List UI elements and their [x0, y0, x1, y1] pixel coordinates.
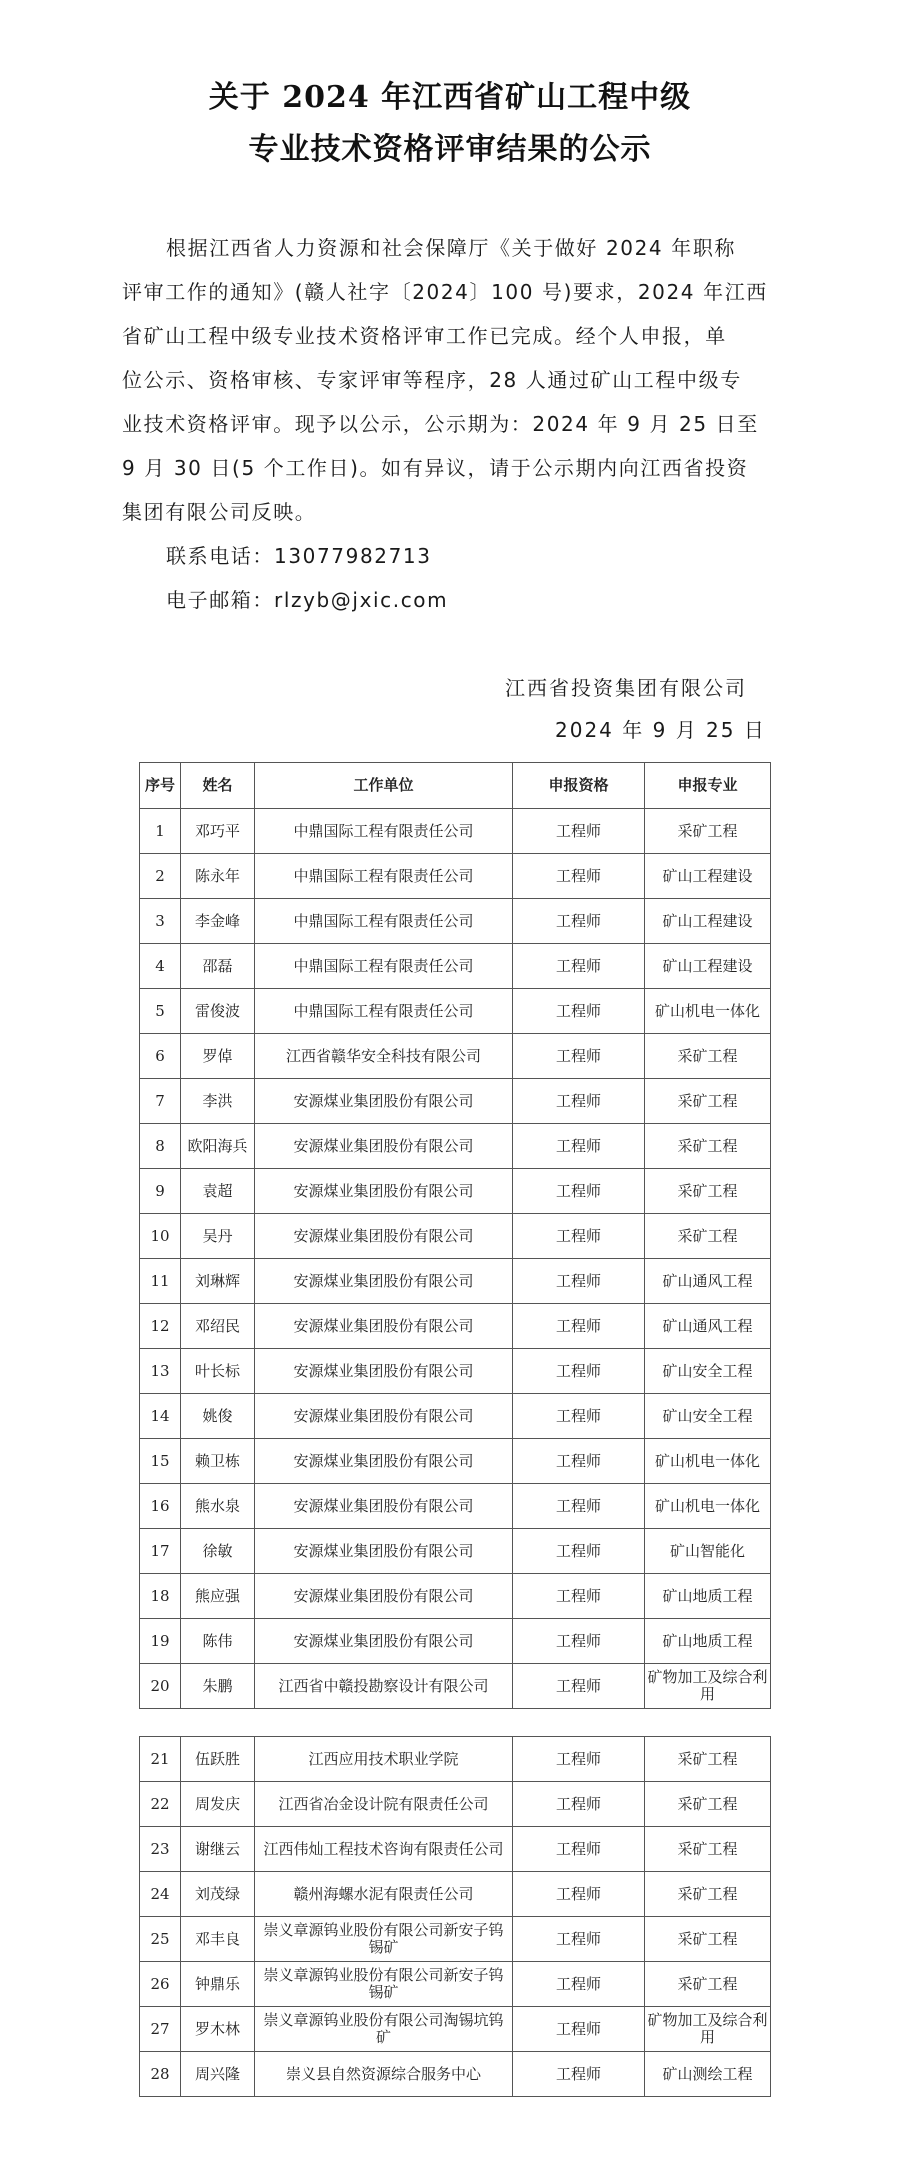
- cell-name: 周兴隆: [181, 2052, 255, 2097]
- cell-specialty: 采矿工程: [645, 1872, 771, 1917]
- table-row: [140, 1394, 771, 1439]
- cell-serial: 19: [140, 1619, 181, 1664]
- email-address[interactable]: rlzyb@jxic.com: [274, 588, 449, 612]
- cell-name: 罗木林: [181, 2007, 255, 2052]
- table-row: [140, 1124, 771, 1169]
- cell-qualification: 工程师: [513, 1872, 645, 1917]
- cell-specialty: 矿山智能化: [645, 1529, 771, 1574]
- cell-qualification: 工程师: [513, 1619, 645, 1664]
- cell-qualification: 工程师: [513, 1304, 645, 1349]
- phone-line: [122, 534, 792, 578]
- cell-employer: 江西应用技术职业学院: [255, 1737, 513, 1782]
- signoff-date: 2024 年 9 月 25 日: [555, 718, 766, 742]
- cell-serial: 4: [140, 944, 181, 989]
- paragraph-line: 9 月 30 日(5 个工作日)。如有异议，请于公示期内向江西省投资: [122, 456, 749, 480]
- cell-employer: 安源煤业集团股份有限公司: [255, 1484, 513, 1529]
- cell-name: 罗倬: [181, 1034, 255, 1079]
- cell-serial: 25: [140, 1917, 181, 1962]
- cell-specialty: 矿山通风工程: [645, 1304, 771, 1349]
- cell-name: 伍跃胜: [181, 1737, 255, 1782]
- table-row: [140, 1619, 771, 1664]
- cell-specialty: 采矿工程: [645, 1034, 771, 1079]
- table-row: [140, 1827, 771, 1872]
- table-row: [140, 989, 771, 1034]
- cell-serial: 20: [140, 1664, 181, 1709]
- cell-employer: 江西省冶金设计院有限责任公司: [255, 1782, 513, 1827]
- cell-qualification: 工程师: [513, 989, 645, 1034]
- cell-serial: 28: [140, 2052, 181, 2097]
- table-row: [140, 1664, 771, 1709]
- cell-qualification: 工程师: [513, 1439, 645, 1484]
- table-row: [140, 854, 771, 899]
- cell-specialty: 采矿工程: [645, 809, 771, 854]
- cell-qualification: 工程师: [513, 1827, 645, 1872]
- table-row: [140, 1574, 771, 1619]
- cell-specialty: 矿山工程建设: [645, 944, 771, 989]
- cell-employer: 中鼎国际工程有限责任公司: [255, 854, 513, 899]
- table-row: [140, 2007, 771, 2052]
- cell-employer: 江西伟灿工程技术咨询有限责任公司: [255, 1827, 513, 1872]
- cell-name: 姚俊: [181, 1394, 255, 1439]
- cell-serial: 16: [140, 1484, 181, 1529]
- cell-employer: 安源煤业集团股份有限公司: [255, 1394, 513, 1439]
- cell-qualification: 工程师: [513, 1034, 645, 1079]
- table-row: [140, 809, 771, 854]
- cell-name: 陈永年: [181, 854, 255, 899]
- phone-number: 13077982713: [274, 544, 432, 568]
- cell-name: 刘茂绿: [181, 1872, 255, 1917]
- cell-employer: 安源煤业集团股份有限公司: [255, 1124, 513, 1169]
- announcement-paragraph: [122, 226, 792, 534]
- cell-serial: 14: [140, 1394, 181, 1439]
- cell-specialty: 矿山地质工程: [645, 1574, 771, 1619]
- cell-employer: 安源煤业集团股份有限公司: [255, 1304, 513, 1349]
- cell-specialty: 采矿工程: [645, 1737, 771, 1782]
- cell-serial: 6: [140, 1034, 181, 1079]
- cell-specialty: 矿山通风工程: [645, 1259, 771, 1304]
- cell-qualification: 工程师: [513, 2007, 645, 2052]
- table-row: [140, 1782, 771, 1827]
- cell-specialty: 采矿工程: [645, 1827, 771, 1872]
- phone-label: 联系电话：: [166, 544, 274, 568]
- cell-employer: 安源煤业集团股份有限公司: [255, 1529, 513, 1574]
- cell-serial: 22: [140, 1782, 181, 1827]
- cell-specialty: 采矿工程: [645, 1079, 771, 1124]
- cell-specialty: 采矿工程: [645, 1124, 771, 1169]
- cell-employer: 崇义章源钨业股份有限公司新安子钨锡矿: [255, 1917, 513, 1962]
- table-row: [140, 1529, 771, 1574]
- table-row: [140, 1872, 771, 1917]
- cell-employer: 中鼎国际工程有限责任公司: [255, 989, 513, 1034]
- signoff-organization: 江西省投资集团有限公司: [505, 676, 747, 700]
- cell-specialty: 矿山机电一体化: [645, 1484, 771, 1529]
- cell-specialty: 采矿工程: [645, 1214, 771, 1259]
- cell-qualification: 工程师: [513, 2052, 645, 2097]
- cell-name: 叶长标: [181, 1349, 255, 1394]
- table-row: [140, 2052, 771, 2097]
- cell-employer: 中鼎国际工程有限责任公司: [255, 809, 513, 854]
- table-row: [140, 1349, 771, 1394]
- cell-specialty: 采矿工程: [645, 1782, 771, 1827]
- header-serial: 序号: [140, 763, 181, 809]
- header-employer: 工作单位: [255, 763, 513, 809]
- table-row: [140, 1079, 771, 1124]
- cell-serial: 23: [140, 1827, 181, 1872]
- cell-name: 钟鼎乐: [181, 1962, 255, 2007]
- cell-specialty: 采矿工程: [645, 1962, 771, 2007]
- cell-employer: 安源煤业集团股份有限公司: [255, 1259, 513, 1304]
- cell-serial: 24: [140, 1872, 181, 1917]
- cell-name: 刘琳辉: [181, 1259, 255, 1304]
- cell-name: 袁超: [181, 1169, 255, 1214]
- cell-serial: 8: [140, 1124, 181, 1169]
- cell-specialty: 矿物加工及综合利用: [645, 2007, 771, 2052]
- cell-employer: 崇义章源钨业股份有限公司淘锡坑钨矿: [255, 2007, 513, 2052]
- cell-qualification: 工程师: [513, 1349, 645, 1394]
- email-line: [122, 578, 792, 622]
- cell-qualification: 工程师: [513, 1664, 645, 1709]
- cell-specialty: 矿物加工及综合利用: [645, 1664, 771, 1709]
- cell-specialty: 矿山工程建设: [645, 899, 771, 944]
- cell-name: 欧阳海兵: [181, 1124, 255, 1169]
- cell-serial: 5: [140, 989, 181, 1034]
- cell-serial: 12: [140, 1304, 181, 1349]
- cell-qualification: 工程师: [513, 1169, 645, 1214]
- title-line-2: 专业技术资格评审结果的公示: [248, 132, 652, 167]
- table-row: [140, 1034, 771, 1079]
- table-row: [140, 1737, 771, 1782]
- cell-qualification: 工程师: [513, 1079, 645, 1124]
- cell-name: 熊水泉: [181, 1484, 255, 1529]
- paragraph-line: 评审工作的通知》(赣人社字〔2024〕100 号)要求，2024 年江西: [122, 280, 768, 304]
- title-line-1: 关于 2024 年江西省矿山工程中级: [208, 80, 692, 115]
- cell-employer: 安源煤业集团股份有限公司: [255, 1169, 513, 1214]
- cell-employer: 安源煤业集团股份有限公司: [255, 1349, 513, 1394]
- cell-specialty: 矿山工程建设: [645, 854, 771, 899]
- cell-name: 邓丰良: [181, 1917, 255, 1962]
- cell-qualification: 工程师: [513, 1259, 645, 1304]
- cell-name: 熊应强: [181, 1574, 255, 1619]
- cell-serial: 3: [140, 899, 181, 944]
- cell-employer: 安源煤业集团股份有限公司: [255, 1619, 513, 1664]
- cell-employer: 中鼎国际工程有限责任公司: [255, 944, 513, 989]
- cell-employer: 江西省赣华安全科技有限公司: [255, 1034, 513, 1079]
- table-row: [140, 1214, 771, 1259]
- cell-qualification: 工程师: [513, 1394, 645, 1439]
- cell-serial: 17: [140, 1529, 181, 1574]
- table-header-row: [140, 763, 771, 809]
- cell-qualification: 工程师: [513, 1962, 645, 2007]
- cell-serial: 1: [140, 809, 181, 854]
- header-name: 姓名: [181, 763, 255, 809]
- results-table-part-2: [139, 1736, 771, 2097]
- cell-serial: 21: [140, 1737, 181, 1782]
- cell-serial: 2: [140, 854, 181, 899]
- cell-serial: 15: [140, 1439, 181, 1484]
- cell-qualification: 工程师: [513, 1737, 645, 1782]
- table-row: [140, 1917, 771, 1962]
- cell-name: 吴丹: [181, 1214, 255, 1259]
- cell-name: 邓绍民: [181, 1304, 255, 1349]
- cell-serial: 18: [140, 1574, 181, 1619]
- cell-name: 李洪: [181, 1079, 255, 1124]
- cell-serial: 13: [140, 1349, 181, 1394]
- table-row: [140, 1439, 771, 1484]
- cell-employer: 安源煤业集团股份有限公司: [255, 1214, 513, 1259]
- cell-name: 朱鹏: [181, 1664, 255, 1709]
- paragraph-line: 根据江西省人力资源和社会保障厅《关于做好 2024 年职称: [166, 236, 737, 260]
- cell-qualification: 工程师: [513, 1782, 645, 1827]
- cell-serial: 9: [140, 1169, 181, 1214]
- cell-name: 陈伟: [181, 1619, 255, 1664]
- cell-serial: 10: [140, 1214, 181, 1259]
- cell-qualification: 工程师: [513, 1574, 645, 1619]
- cell-employer: 赣州海螺水泥有限责任公司: [255, 1872, 513, 1917]
- cell-name: 邵磊: [181, 944, 255, 989]
- cell-qualification: 工程师: [513, 1529, 645, 1574]
- cell-qualification: 工程师: [513, 944, 645, 989]
- header-specialty: 申报专业: [645, 763, 771, 809]
- cell-qualification: 工程师: [513, 854, 645, 899]
- cell-name: 李金峰: [181, 899, 255, 944]
- cell-employer: 安源煤业集团股份有限公司: [255, 1439, 513, 1484]
- cell-specialty: 采矿工程: [645, 1169, 771, 1214]
- table-row: [140, 1169, 771, 1214]
- cell-specialty: 矿山机电一体化: [645, 1439, 771, 1484]
- table-row: [140, 899, 771, 944]
- table-row: [140, 1962, 771, 2007]
- contact-info: [122, 534, 792, 622]
- paragraph-line: 省矿山工程中级专业技术资格评审工作已完成。经个人申报，单: [122, 324, 727, 348]
- paragraph-line: 位公示、资格审核、专家评审等程序，28 人通过矿山工程中级专: [122, 368, 742, 392]
- table-row: [140, 1484, 771, 1529]
- cell-qualification: 工程师: [513, 1484, 645, 1529]
- table-row: [140, 944, 771, 989]
- cell-employer: 安源煤业集团股份有限公司: [255, 1079, 513, 1124]
- cell-employer: 崇义县自然资源综合服务中心: [255, 2052, 513, 2097]
- cell-serial: 27: [140, 2007, 181, 2052]
- cell-specialty: 矿山测绘工程: [645, 2052, 771, 2097]
- table-row: [140, 1259, 771, 1304]
- header-qualification: 申报资格: [513, 763, 645, 809]
- cell-qualification: 工程师: [513, 809, 645, 854]
- results-table-part-1: [139, 762, 771, 1709]
- cell-serial: 26: [140, 1962, 181, 2007]
- paragraph-line: 集团有限公司反映。: [122, 500, 317, 524]
- cell-employer: 安源煤业集团股份有限公司: [255, 1574, 513, 1619]
- cell-employer: 江西省中赣投勘察设计有限公司: [255, 1664, 513, 1709]
- paragraph-line: 业技术资格评审。现予以公示，公示期为：2024 年 9 月 25 日至: [122, 412, 759, 436]
- cell-qualification: 工程师: [513, 1917, 645, 1962]
- cell-qualification: 工程师: [513, 899, 645, 944]
- cell-specialty: 采矿工程: [645, 1917, 771, 1962]
- cell-serial: 7: [140, 1079, 181, 1124]
- cell-specialty: 矿山安全工程: [645, 1349, 771, 1394]
- cell-name: 徐敏: [181, 1529, 255, 1574]
- cell-employer: 中鼎国际工程有限责任公司: [255, 899, 513, 944]
- email-label: 电子邮箱：: [166, 588, 274, 612]
- cell-specialty: 矿山机电一体化: [645, 989, 771, 1034]
- cell-qualification: 工程师: [513, 1214, 645, 1259]
- cell-serial: 11: [140, 1259, 181, 1304]
- cell-name: 谢继云: [181, 1827, 255, 1872]
- cell-qualification: 工程师: [513, 1124, 645, 1169]
- cell-name: 赖卫栋: [181, 1439, 255, 1484]
- cell-name: 邓巧平: [181, 809, 255, 854]
- cell-specialty: 矿山地质工程: [645, 1619, 771, 1664]
- table-row: [140, 1304, 771, 1349]
- cell-employer: 崇义章源钨业股份有限公司新安子钨锡矿: [255, 1962, 513, 2007]
- cell-name: 雷俊波: [181, 989, 255, 1034]
- cell-specialty: 矿山安全工程: [645, 1394, 771, 1439]
- cell-name: 周发庆: [181, 1782, 255, 1827]
